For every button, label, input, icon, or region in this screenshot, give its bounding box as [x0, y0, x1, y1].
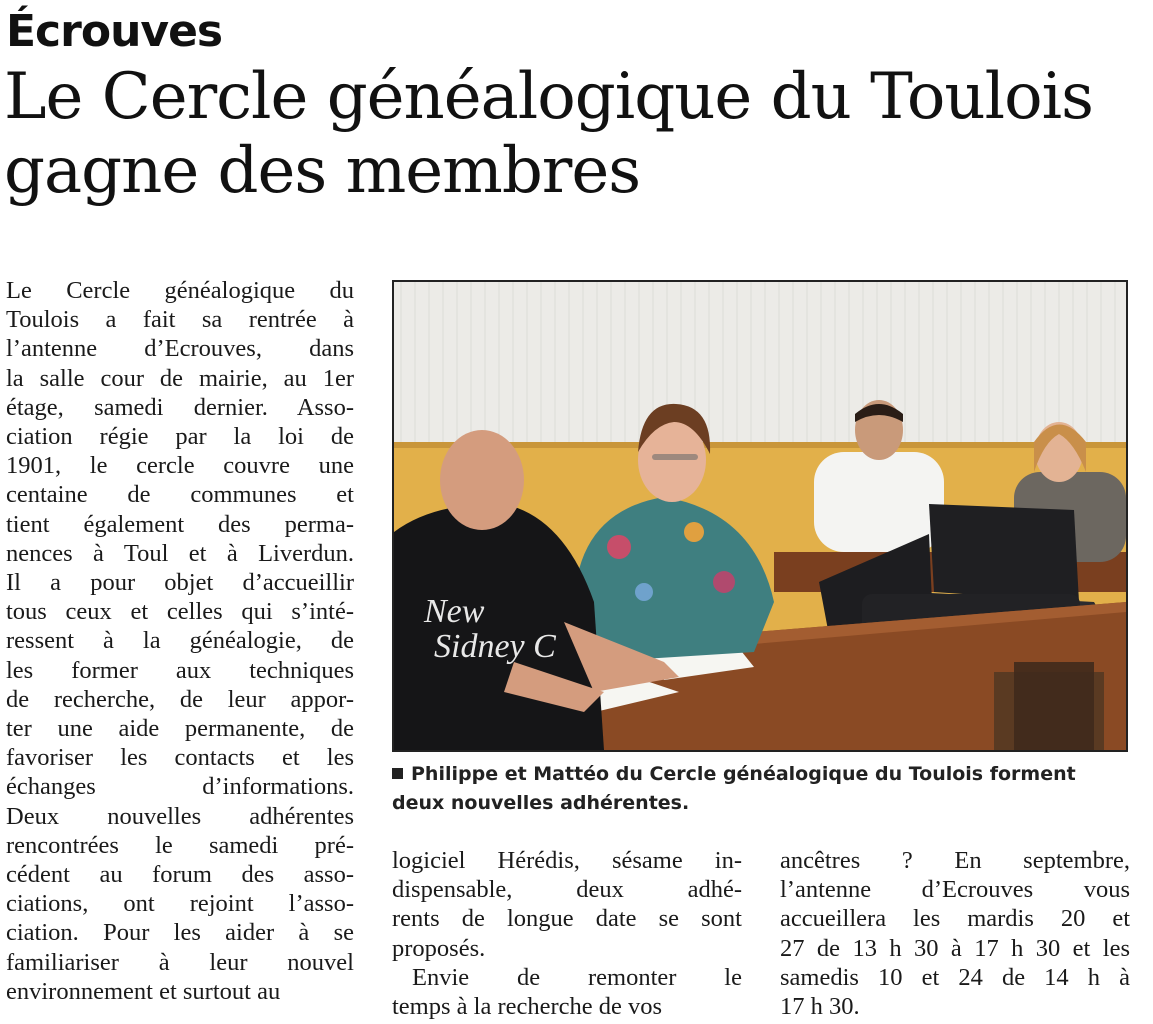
text-line: Envie de remonter le [412, 963, 742, 991]
text-line: temps à la recherche de vos [392, 993, 663, 1021]
text-line: nences à Toul et à Liverdun. [6, 539, 354, 567]
photo-caption [392, 760, 1132, 818]
text-line: rents de longue date se sont [392, 905, 742, 933]
text-line: 27 de 13 h 30 à 17 h 30 et les [780, 934, 1130, 962]
text-line: 17 h 30. [780, 993, 860, 1021]
caption-bullet-icon [392, 768, 403, 779]
article-photo [392, 280, 1128, 752]
text-line: l’antenne d’Ecrouves vous [780, 876, 1130, 904]
text-line: dispensable, deux adhé- [392, 876, 742, 904]
caption-line [392, 760, 1132, 789]
text-line: Il a pour objet d’accueillir [6, 569, 354, 597]
photo-illustration [394, 282, 1126, 750]
body-column-2 [392, 846, 742, 1021]
text-line: échanges d’informations. [6, 773, 354, 801]
text-line: familiariser à leur nouvel [6, 948, 354, 976]
text-line: centaine de communes et [6, 481, 354, 509]
text-line: favoriser les contacts et les [6, 744, 354, 772]
text-line: les former aux techniques [6, 656, 354, 684]
text-line: tient également des perma- [6, 510, 354, 538]
text-line: samedis 10 et 24 de 14 h à [780, 963, 1130, 991]
body-column-1 [6, 276, 354, 1006]
body-column-3 [780, 846, 1130, 1021]
text-line: Deux nouvelles adhérentes [6, 802, 354, 830]
text-line: logiciel Hérédis, sésame in- [392, 847, 742, 874]
text-line: l’antenne d’Ecrouves, dans [6, 335, 354, 363]
text-line: ciations, ont rejoint l’asso- [6, 890, 354, 918]
svg-text:New: New [424, 593, 485, 630]
text-line: ciation. Pour les aider à se [6, 919, 354, 947]
text-line: 1901, le cercle couvre une [6, 452, 354, 480]
text-line: de recherche, de leur appor- [6, 685, 354, 713]
text-line: la salle cour de mairie, au 1er [6, 364, 354, 392]
text-line: proposés. [392, 934, 486, 962]
text-line: environnement et surtout au [6, 977, 281, 1005]
text-line: accueillera les mardis 20 et [780, 905, 1130, 933]
text-line: ter une aide permanente, de [6, 715, 354, 743]
caption-text: Philippe et Mattéo du Cercle généalogique du Toulois forment [411, 763, 1076, 785]
text-line: cédent au forum des asso- [6, 861, 354, 889]
text-line: tous ceux et celles qui s’inté- [6, 598, 354, 626]
text-line: ancêtres ? En septembre, [780, 847, 1130, 874]
text-line: Toulois a fait sa rentrée à [6, 306, 354, 334]
text-line: Le Cercle généalogique du [6, 277, 354, 304]
headline-line: gagne des membres [4, 134, 641, 208]
section-label: Écrouves [6, 6, 223, 57]
text-line: ciation régie par la loi de [6, 423, 354, 451]
headline [4, 60, 1144, 208]
headline-line: Le Cercle généalogique du Toulois [4, 60, 1093, 134]
caption-line: deux nouvelles adhérentes. [392, 792, 690, 814]
text-line: rencontrées le samedi pré- [6, 831, 354, 859]
svg-text:Sidney C: Sidney C [434, 628, 556, 665]
text-line: étage, samedi dernier. Asso- [6, 393, 354, 421]
text-line: ressent à la généalogie, de [6, 627, 354, 655]
